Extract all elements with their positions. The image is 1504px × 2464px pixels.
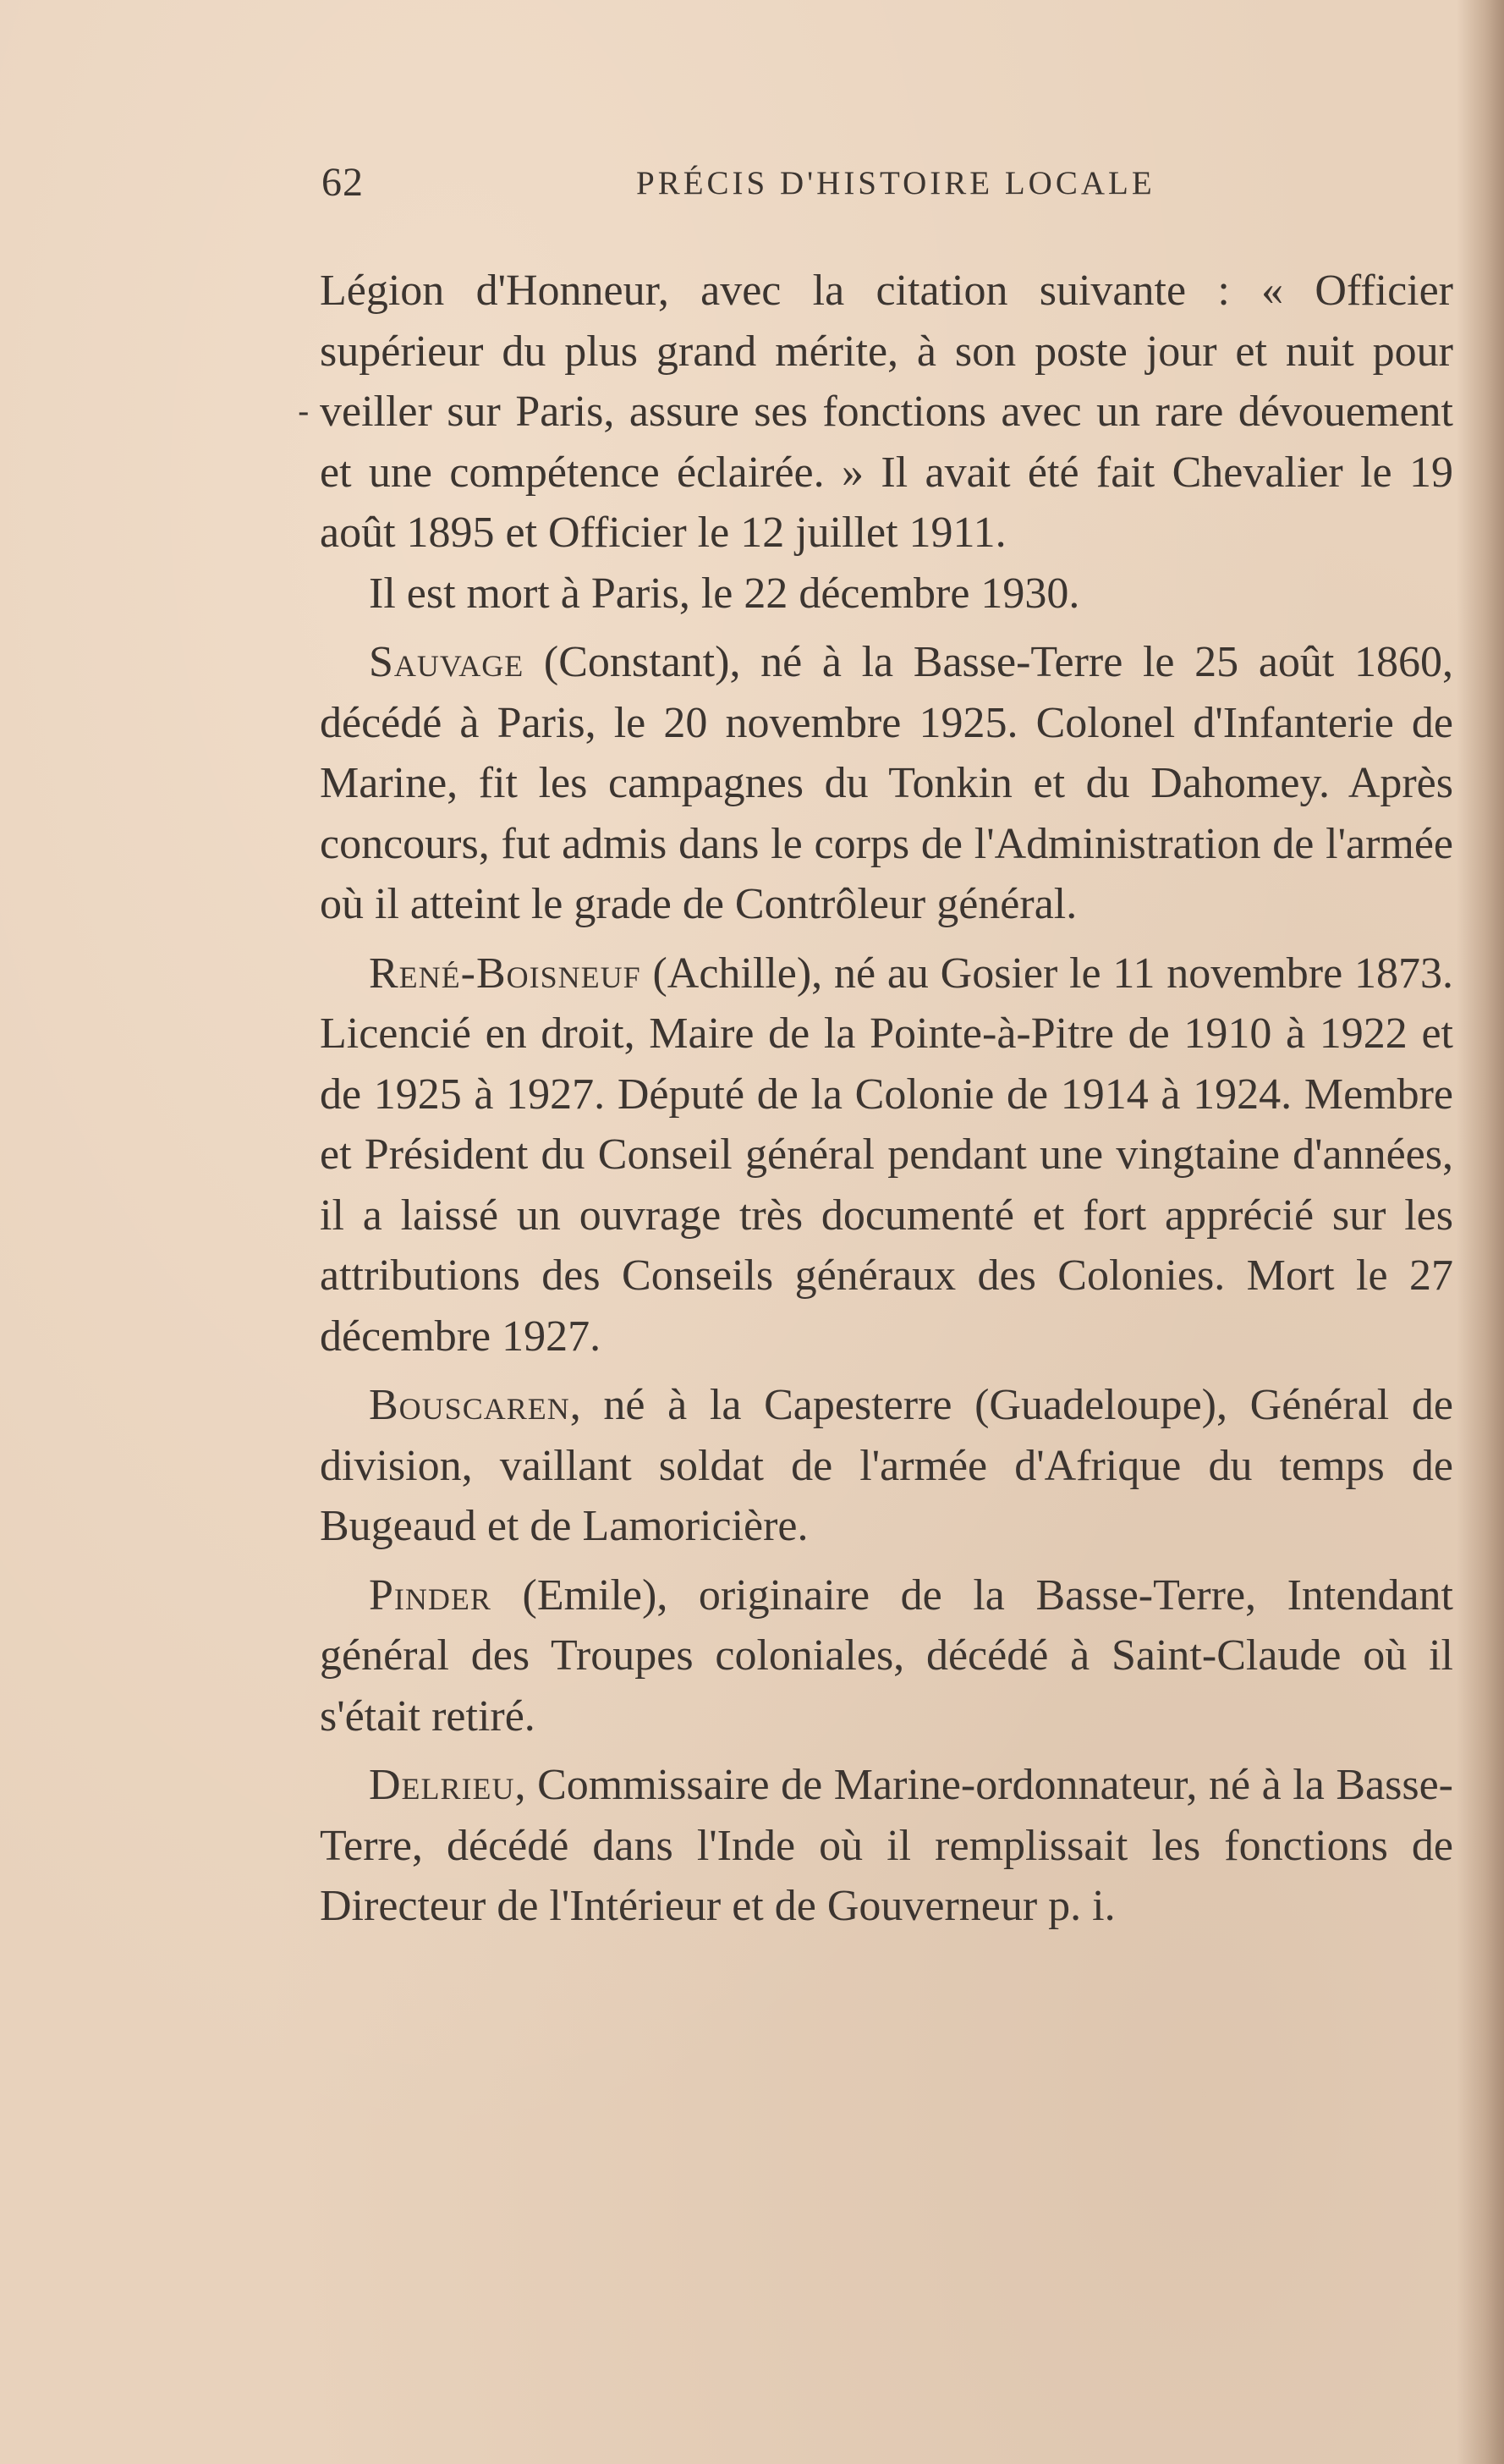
entry-text: (Constant), né à la Basse-Terre le 25 août 1860, décédé à Paris, le 20 novembre 1925. Colonel d'Infanterie de Marine, fit les campagnes du Tonkin et du Dahomey. Après concours, fut admis dans le corps de l'Administration de l'armée où il atteint le grade de Contrôleur général. (320, 638, 1453, 928)
page-edge-shadow (1457, 0, 1504, 2464)
entry-rene-boisneuf (320, 943, 1453, 1367)
body-text (320, 261, 1453, 1937)
entry-name: Pinder (369, 1570, 491, 1620)
entry-text: , né à la Capesterre (Guadeloupe), Général de division, vaillant soldat de l'armée d'Afrique du temps de Bugeaud et de Lamoricière. (320, 1381, 1453, 1550)
entry-text: (Emile), originaire de la Basse-Terre, Intendant général des Troupes coloniales, décédé à Saint-Claude où il s'était retiré. (320, 1570, 1453, 1741)
entry-name: Delrieu (369, 1761, 515, 1809)
paragraph-text: Légion d'Honneur, avec la citation suivante : « Officier supérieur du plus grand mérite, à son poste jour et nuit pour veiller sur Paris, assure ses fonctions avec un rare dévouement et une compétence éclairée. » Il avait été fait Chevalier le 19 août 1895 et Officier le 12 juillet 1911. (320, 267, 1453, 557)
entry-bouscaren (320, 1375, 1453, 1557)
running-head (321, 159, 1167, 210)
page-number: 62 (321, 160, 364, 205)
paragraph-text: Il est mort à Paris, le 22 décembre 1930. (369, 569, 1080, 618)
paragraph-mort-paris (320, 564, 1453, 624)
entry-text: (Achille), né au Gosier le 11 novembre 1873. Licencié en droit, Maire de la Pointe-à-Pitre de 1910 à 1922 et de 1925 à 1927. Député de la Colonie de 1914 à 1924. Membre et Président du Conseil général pendant une vingtaine d'années, il a laissé un ouvrage très documenté et fort apprécié sur les attributions des Conseils généraux des Colonies. Mort le 27 décembre 1927. (320, 949, 1453, 1361)
margin-mark: - (298, 393, 310, 432)
entry-delrieu (320, 1755, 1453, 1937)
entry-name: Sauvage (369, 638, 524, 686)
entry-name: René-Boisneuf (369, 949, 641, 998)
entry-sauvage (320, 632, 1453, 935)
paragraph-legion-honneur (320, 261, 1453, 564)
running-title: PRÉCIS D'HISTOIRE LOCALE (636, 165, 1155, 201)
entry-name: Bouscaren (369, 1381, 570, 1429)
entry-pinder (320, 1565, 1453, 1747)
entry-text: , Commissaire de Marine-ordonnateur, né à la Basse-Terre, décédé dans l'Inde où il remplissait les fonctions de Directeur de l'Intérieur et de Gouverneur p. i. (320, 1761, 1453, 1930)
